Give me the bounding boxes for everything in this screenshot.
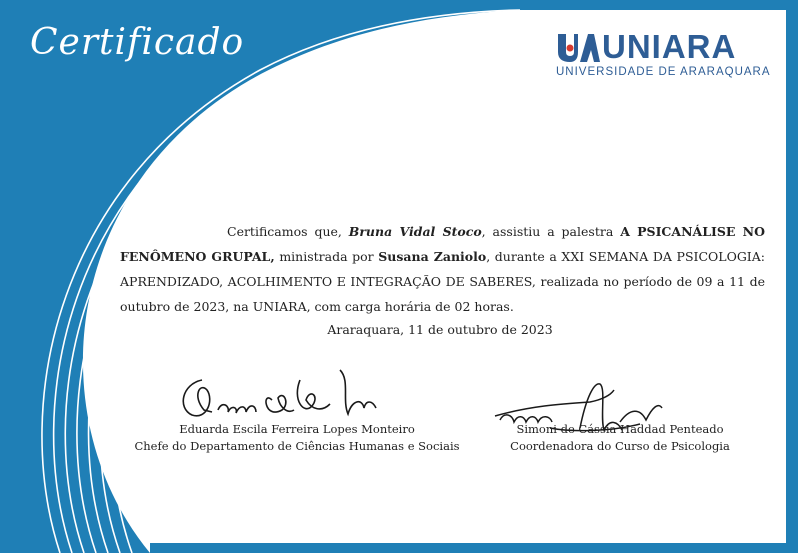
participant-name: Bruna Vidal Stoco [348, 224, 482, 239]
body-intro: Certificamos que, [227, 224, 342, 239]
body-event-details: , durante a XXI SEMANA DA PSICOLOGIA: APRENDIZADO, ACOLHIMENTO E INTEGRAÇÃO DE SABERES, realizada no período de 09 a 11 de outubro de 2023, na UNIARA, com carga horária de 02 horas. [120, 249, 765, 314]
place-date: Araraquara, 11 de outubro de 2023 [327, 322, 553, 337]
lecture-title: A PSICANÁLISE NO FENÔMENO GRUPAL, [120, 224, 765, 264]
body-attended: , assistiu a palestra [481, 224, 614, 239]
certificate-title: Certificado [30, 22, 245, 63]
signatory-left-name: Eduarda Escila Ferreira Lopes Monteiro [179, 422, 415, 436]
uniara-logo-subtitle: UNIVERSIDADE DE ARARAQUARA [556, 66, 771, 78]
signature-left [172, 360, 382, 428]
uniara-logo [556, 28, 771, 78]
signatory-right [495, 421, 745, 455]
speaker-name: Susana Zaniolo [378, 249, 487, 264]
signatory-left [122, 421, 472, 455]
body-ministered-by: ministrada por [279, 249, 374, 264]
signatory-right-name: Simoni de Cássia Haddad Penteado [516, 422, 724, 436]
uniara-logo-mark [556, 32, 600, 62]
signatory-right-role: Coordenadora do Curso de Psicologia [510, 439, 730, 453]
uniara-logo-wordmark: UNIARA [602, 28, 737, 65]
signatory-left-role: Chefe do Departamento de Ciências Humanas e Sociais [134, 439, 460, 453]
certificate-body [120, 219, 765, 319]
